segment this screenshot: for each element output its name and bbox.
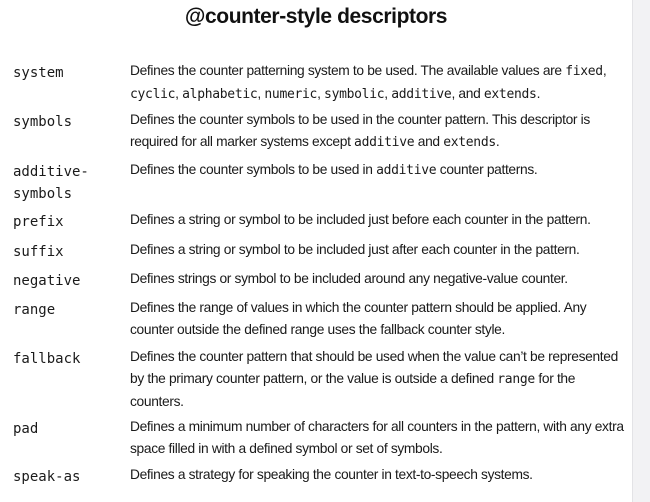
description-text: . <box>536 86 541 101</box>
inline-code: extends <box>483 87 537 102</box>
descriptor-row <box>0 416 632 464</box>
inline-code: range <box>497 372 535 387</box>
descriptor-description <box>130 297 630 341</box>
descriptor-term: negative <box>13 273 81 289</box>
description-text: Defines the counter symbols to be used in <box>130 162 377 177</box>
descriptor-row <box>0 109 632 159</box>
description-text: Defines a strategy for speaking the counter in text-to-speech systems. <box>130 467 533 482</box>
page-edge <box>632 0 650 502</box>
descriptor-list <box>0 60 632 490</box>
page-title: @counter-style descriptors <box>184 5 448 28</box>
descriptor-row <box>0 60 632 109</box>
descriptor-description <box>130 268 630 290</box>
descriptor-description <box>130 109 630 154</box>
descriptor-row <box>0 159 632 209</box>
description-text: . <box>495 134 500 149</box>
description-text: for the counters. <box>130 371 576 409</box>
descriptor-row <box>0 268 632 297</box>
descriptor-term: speak-as <box>13 469 81 485</box>
description-text: , <box>317 86 325 101</box>
descriptor-description <box>130 346 630 413</box>
inline-code: extends <box>443 135 496 150</box>
descriptor-row <box>0 209 632 239</box>
description-text: Defines the range of values in which the counter pattern should be applied. Any counter outside the defined range uses the fallback counter style. <box>130 300 587 337</box>
description-text: Defines strings or symbol to be included around any negative-value counter. <box>130 271 568 286</box>
descriptor-description <box>130 159 630 182</box>
descriptor-description <box>130 464 630 486</box>
descriptor-term: system <box>13 65 64 81</box>
descriptor-description <box>130 416 630 460</box>
descriptor-description <box>130 209 630 231</box>
descriptor-row <box>0 464 632 490</box>
descriptor-term: symbols <box>13 114 73 130</box>
descriptor-term: additive- symbols <box>13 164 89 202</box>
inline-code: fixed <box>565 64 603 79</box>
description-text: Defines a string or symbol to be included just after each counter in the pattern. <box>130 242 580 257</box>
descriptor-row <box>0 346 632 416</box>
descriptor-description <box>130 239 630 261</box>
description-text: Defines the counter pattern that should be used when the value can’t be represented by the primary counter pattern, or the value is outside a defined <box>130 349 618 386</box>
descriptor-term: suffix <box>13 244 64 260</box>
description-text: Defines a string or symbol to be included just before each counter in the pattern. <box>130 212 591 227</box>
inline-code: additive <box>376 163 437 178</box>
inline-code: symbolic <box>324 87 385 102</box>
descriptor-term: pad <box>13 421 39 437</box>
description-text: , <box>602 63 607 78</box>
description-text: , <box>175 86 183 101</box>
description-text: , and <box>451 86 484 101</box>
inline-code: cyclic <box>130 87 176 102</box>
descriptor-term: fallback <box>13 351 81 367</box>
descriptor-row <box>0 239 632 268</box>
inline-code: additive <box>354 135 415 150</box>
description-text: Defines a minimum number of characters for all counters in the pattern, with any extra space filled in with a defined symbol or set of symbols. <box>130 419 624 456</box>
descriptor-row <box>0 297 632 346</box>
description-text: Defines the counter symbols to be used in the counter pattern. This descriptor is required for all marker systems except <box>130 112 590 149</box>
description-text: counter patterns. <box>436 162 538 177</box>
description-text: and <box>414 134 444 149</box>
description-text: , <box>384 86 392 101</box>
description-text: , <box>257 86 265 101</box>
inline-code: numeric <box>264 87 318 102</box>
description-text: Defines the counter patterning system to be used. The available values are <box>130 63 566 78</box>
descriptor-term: prefix <box>13 214 64 230</box>
descriptor-term: range <box>13 302 56 318</box>
inline-code: alphabetic <box>182 87 258 102</box>
descriptor-description <box>130 60 630 106</box>
inline-code: additive <box>391 87 452 102</box>
